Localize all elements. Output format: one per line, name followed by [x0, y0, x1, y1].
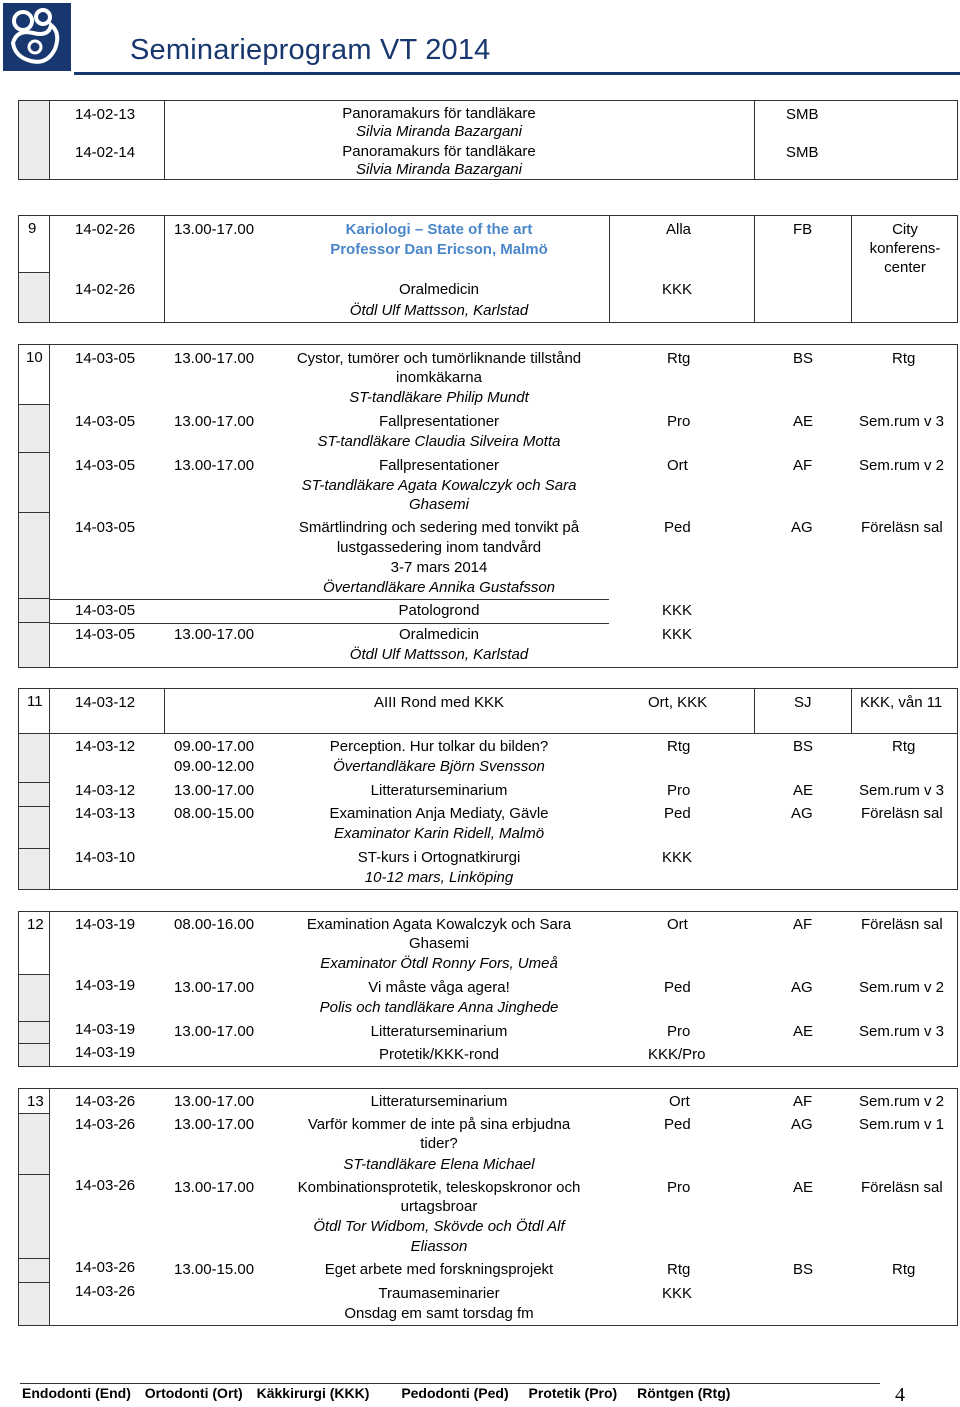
event-responsible: BS	[793, 738, 814, 755]
event-responsible: AE	[793, 413, 814, 430]
legend-item: Käkkirurgi (KKK)	[256, 1385, 370, 1401]
schedule-section	[18, 688, 958, 890]
event-title: Kariologi – State of the art	[345, 221, 533, 238]
event-title: 3-7 mars 2014	[390, 559, 488, 576]
event-title: Litteraturseminarium	[370, 1023, 508, 1040]
schedule-section	[18, 100, 958, 180]
event-date: 14-03-05	[75, 626, 136, 643]
column-divider	[164, 101, 165, 179]
event-location: Sem.rum v 2	[859, 1093, 945, 1110]
event-time: 08.00-15.00	[174, 805, 255, 822]
week-band	[19, 807, 49, 849]
legend-item: Röntgen (Rtg)	[637, 1385, 731, 1401]
event-time: 13.00-17.00	[174, 1093, 255, 1110]
event-speaker: 10-12 mars, Linköping	[364, 869, 514, 886]
week-band	[19, 1259, 49, 1283]
event-location: Föreläsn sal	[861, 519, 943, 536]
schedule-section	[18, 215, 958, 323]
event-responsible: AG	[791, 1116, 813, 1133]
event-time: 08.00-16.00	[174, 916, 255, 933]
event-time: 13.00-17.00	[174, 413, 255, 430]
event-speaker: Ötdl Ulf Mattsson, Karlstad	[349, 302, 529, 319]
row-divider	[19, 974, 49, 975]
event-title: ST-kurs i Ortognatkirurgi	[357, 849, 521, 866]
event-location: Rtg	[892, 1261, 916, 1278]
event-date: 14-03-19	[75, 916, 136, 933]
event-department: Ped	[664, 519, 691, 536]
event-time: 13.00-17.00	[174, 626, 255, 643]
legend-item: Endodonti (End)	[22, 1385, 131, 1401]
event-location: Sem.rum v 3	[859, 413, 945, 430]
event-time: 13.00-17.00	[174, 1179, 255, 1196]
week-band	[19, 974, 49, 1022]
event-location: KKK, vån 11	[860, 694, 943, 711]
event-time: 13.00-17.00	[174, 350, 255, 367]
event-title: Perception. Hur tolkar du bilden?	[329, 738, 549, 755]
event-date: 14-03-19	[75, 1044, 136, 1061]
row-divider	[19, 272, 49, 273]
event-department: Pro	[667, 1023, 691, 1040]
event-audience: Alla	[666, 221, 692, 238]
event-date: 14-03-12	[75, 694, 136, 711]
event-date: 14-03-05	[75, 413, 136, 430]
week-band	[19, 1022, 49, 1044]
row-divider	[19, 1113, 49, 1114]
week-column	[19, 101, 50, 179]
week-band	[19, 404, 49, 453]
column-divider	[164, 216, 165, 322]
event-department: KKK	[662, 281, 693, 298]
event-department: Pro	[667, 413, 691, 430]
event-title: Eget arbete med forskningsprojekt	[324, 1261, 554, 1278]
column-divider	[754, 216, 755, 322]
event-speaker: Ötdl Ulf Mattsson, Karlstad	[349, 646, 529, 663]
week-band	[19, 1175, 49, 1259]
week-number: 9	[28, 220, 37, 237]
row-divider	[49, 623, 609, 624]
event-location: Föreläsn sal	[861, 805, 943, 822]
event-title: Oralmedicin	[398, 626, 480, 643]
event-department: Rtg	[667, 350, 691, 367]
event-department: Pro	[667, 782, 691, 799]
event-department: KKK	[662, 602, 693, 619]
event-responsible: SJ	[794, 694, 812, 711]
event-time: 13.00-15.00	[174, 1261, 255, 1278]
event-department: KKK	[662, 1285, 693, 1302]
week-band	[19, 1283, 49, 1325]
event-location: konferens-	[869, 240, 941, 257]
row-divider	[19, 404, 49, 405]
organization-logo	[3, 3, 71, 71]
event-department: Ort	[669, 1093, 690, 1110]
event-responsible: AF	[793, 1093, 813, 1110]
event-title: Examination Agata Kowalczyk och Sara	[306, 916, 572, 933]
event-department: KKK	[662, 849, 693, 866]
event-speaker: ST-tandläkare Philip Mundt	[349, 389, 529, 406]
event-location: Föreläsn sal	[861, 1179, 943, 1196]
row-divider	[19, 733, 957, 734]
event-speaker: Examinator Ötdl Ronny Fors, Umeå	[320, 955, 558, 972]
event-department: Ort	[667, 457, 688, 474]
event-date: 14-03-10	[75, 849, 136, 866]
event-responsible: AF	[793, 457, 813, 474]
event-location: Sem.rum v 3	[859, 782, 945, 799]
column-divider	[754, 689, 755, 733]
event-date: 14-02-14	[75, 144, 136, 161]
event-speaker: ST-tandläkare Elena Michael	[343, 1156, 535, 1173]
event-title: tider?	[420, 1135, 458, 1152]
column-divider	[164, 689, 165, 733]
event-location: Föreläsn sal	[861, 916, 943, 933]
event-speaker: Övertandläkare Annika Gustafsson	[322, 579, 556, 596]
event-time: 09.00-12.00	[174, 758, 255, 775]
event-location: Rtg	[892, 738, 916, 755]
event-responsible: AG	[791, 519, 813, 536]
page-title: Seminarieprogram VT 2014	[130, 34, 491, 66]
event-title: Ghasemi	[408, 935, 470, 952]
event-speaker: Silvia Miranda Bazargani	[356, 161, 522, 178]
event-speaker: ST-tandläkare Claudia Silveira Motta	[317, 433, 561, 450]
week-band	[19, 453, 49, 513]
event-time: 13.00-17.00	[174, 1023, 255, 1040]
event-location: Rtg	[892, 350, 916, 367]
event-title: Protetik/KKK-rond	[378, 1046, 500, 1063]
event-time: 13.00-17.00	[174, 1116, 255, 1133]
event-department: Ped	[664, 979, 691, 996]
event-date: 14-03-05	[75, 350, 136, 367]
row-divider	[49, 599, 609, 600]
event-title: Litteraturseminarium	[370, 1093, 508, 1110]
event-title: Examination Anja Mediaty, Gävle	[329, 805, 549, 822]
event-department: Ped	[664, 805, 691, 822]
event-responsible: AF	[793, 916, 813, 933]
title-divider	[74, 72, 960, 75]
event-responsible: AG	[791, 979, 813, 996]
schedule-section	[18, 1088, 958, 1326]
event-title: AIII Rond med KKK	[373, 694, 505, 711]
event-department: SMB	[786, 144, 819, 161]
event-title: Smärtlindring och sedering med tonvikt på	[298, 519, 580, 536]
event-speaker: Polis och tandläkare Anna Jinghede	[319, 999, 559, 1016]
event-date: 14-03-26	[75, 1177, 136, 1194]
schedule-section	[18, 344, 958, 668]
event-title: Fallpresentationer	[378, 457, 500, 474]
event-title: Kombinationsprotetik, teleskopskronor och	[297, 1179, 581, 1196]
event-date: 14-03-19	[75, 977, 136, 994]
event-department: Pro	[667, 1179, 691, 1196]
week-band	[19, 1113, 49, 1175]
event-location: Sem.rum v 3	[859, 1023, 945, 1040]
column-divider	[754, 101, 755, 179]
legend-item: Protetik (Pro)	[528, 1385, 618, 1401]
event-speaker: Ghasemi	[408, 496, 470, 513]
schedule-section	[18, 911, 958, 1067]
column-divider	[851, 216, 852, 322]
week-band	[19, 1044, 49, 1066]
event-title: Onsdag em samt torsdag fm	[344, 1305, 534, 1322]
event-responsible: AG	[791, 805, 813, 822]
event-location: City	[892, 221, 918, 238]
event-responsible: BS	[793, 350, 814, 367]
column-divider	[851, 689, 852, 733]
event-title: lustgassedering inom tandvård	[336, 539, 542, 556]
event-department: Rtg	[667, 738, 691, 755]
event-title: Oralmedicin	[398, 281, 480, 298]
event-date: 14-03-05	[75, 519, 136, 536]
event-title: Cystor, tumörer och tumörliknande tillstånd	[296, 350, 582, 367]
event-department: SMB	[786, 106, 819, 123]
event-date: 14-03-12	[75, 738, 136, 755]
event-date: 14-03-19	[75, 1021, 136, 1038]
event-time: 13.00-17.00	[174, 221, 255, 238]
event-time: 13.00-17.00	[174, 979, 255, 996]
event-date: 14-03-26	[75, 1093, 136, 1110]
event-title: Traumaseminarier	[378, 1285, 500, 1302]
event-time: 09.00-17.00	[174, 738, 255, 755]
week-band	[19, 849, 49, 889]
event-date: 14-03-12	[75, 782, 136, 799]
event-responsible: AE	[793, 782, 814, 799]
event-date: 14-03-13	[75, 805, 136, 822]
event-date: 14-02-13	[75, 106, 136, 123]
event-responsible: BS	[793, 1261, 814, 1278]
event-speaker: Ötdl Tor Widbom, Skövde och Ötdl Alf	[313, 1218, 565, 1235]
week-number: 12	[27, 916, 44, 933]
event-speaker: Professor Dan Ericson, Malmö	[330, 241, 548, 258]
event-location: center	[884, 259, 926, 276]
event-title: inomkäkarna	[396, 369, 482, 386]
event-responsible: AE	[793, 1179, 814, 1196]
event-title: Varför kommer de inte på sina erbjudna	[307, 1116, 571, 1133]
event-date: 14-03-26	[75, 1116, 136, 1133]
event-department: Rtg	[667, 1261, 691, 1278]
event-date: 14-02-26	[75, 281, 136, 298]
event-date: 14-02-26	[75, 221, 136, 238]
event-title: Panoramakurs för tandläkare	[342, 105, 536, 122]
event-title: Panoramakurs för tandläkare	[342, 143, 536, 160]
footer-legend	[22, 1385, 740, 1401]
footer-divider	[20, 1383, 880, 1384]
week-band	[19, 513, 49, 599]
event-speaker: Eliasson	[410, 1238, 468, 1255]
event-speaker: Silvia Miranda Bazargani	[356, 123, 522, 140]
event-title: urtagsbroar	[400, 1198, 478, 1215]
legend-item: Pedodonti (Ped)	[401, 1385, 509, 1401]
page-number: 4	[895, 1384, 905, 1406]
event-department: KKK	[662, 626, 693, 643]
week-number: 11	[27, 693, 43, 710]
week-band	[19, 623, 49, 667]
event-location: Sem.rum v 2	[859, 979, 945, 996]
legend-item: Ortodonti (Ort)	[144, 1385, 243, 1401]
column-divider	[609, 216, 610, 322]
event-date: 14-03-26	[75, 1283, 136, 1300]
event-date: 14-03-05	[75, 457, 136, 474]
event-responsible: FB	[793, 221, 813, 238]
event-responsible: AE	[793, 1023, 814, 1040]
event-time: 13.00-17.00	[174, 457, 255, 474]
week-band	[19, 272, 49, 322]
event-department: Ort, KKK	[648, 694, 708, 711]
week-band	[19, 783, 49, 807]
week-band	[19, 733, 49, 783]
event-speaker: Examinator Karin Ridell, Malmö	[333, 825, 545, 842]
event-department: Ort	[667, 916, 688, 933]
event-date: 14-03-05	[75, 602, 136, 619]
event-department: KKK/Pro	[648, 1046, 706, 1063]
week-number: 10	[26, 349, 43, 366]
event-location: Sem.rum v 2	[859, 457, 945, 474]
event-title: Fallpresentationer	[378, 413, 500, 430]
event-speaker: Övertandläkare Björn Svensson	[333, 758, 545, 775]
week-number: 13	[27, 1093, 44, 1110]
event-time: 13.00-17.00	[174, 782, 255, 799]
event-title: Patologrond	[398, 602, 480, 619]
event-title: Vi måste våga agera!	[368, 979, 510, 996]
event-speaker: ST-tandläkare Agata Kowalczyk och Sara	[301, 477, 577, 494]
event-department: Ped	[664, 1116, 691, 1133]
event-location: Sem.rum v 1	[859, 1116, 945, 1133]
week-band	[19, 599, 49, 623]
event-date: 14-03-26	[75, 1259, 136, 1276]
event-title: Litteraturseminarium	[370, 782, 508, 799]
